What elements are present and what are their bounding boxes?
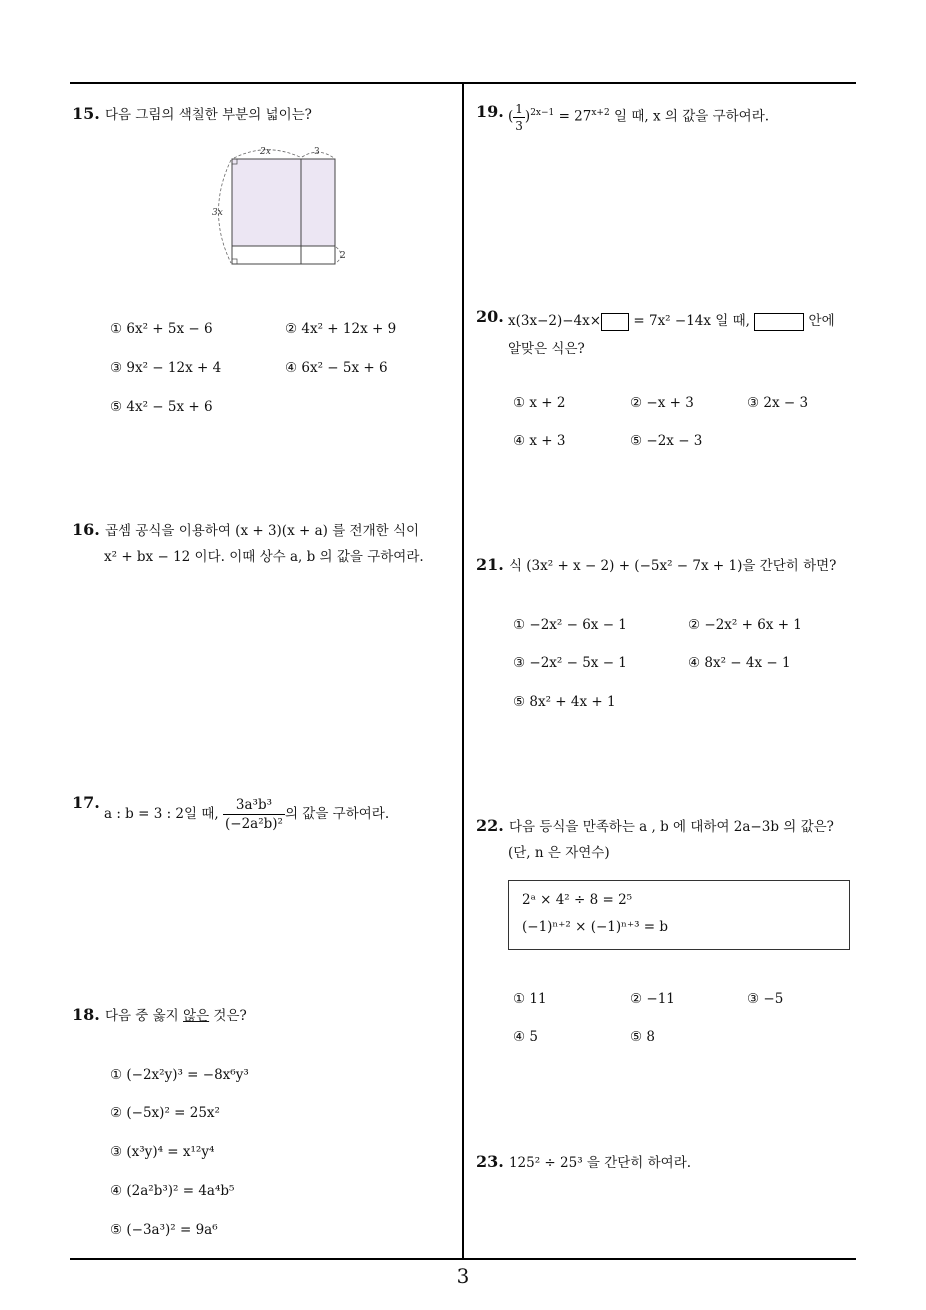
- bottom-rule: [70, 1258, 856, 1260]
- q18-text-underlined: 않은: [183, 1008, 210, 1024]
- q17-post: 의 값을 구하여라.: [284, 806, 390, 822]
- question-number: 22.: [476, 816, 504, 835]
- q19-rest-exp: x+2: [591, 108, 610, 118]
- q19-exponent: 2x−1: [530, 108, 555, 118]
- q19-fraction: $\frac{1}{3}$: [515, 101, 523, 133]
- fig-label-right: 2: [340, 251, 346, 261]
- fig-label-top2: 3: [314, 147, 320, 157]
- question-text-line1: 곱셈 공식을 이용하여 (x + 3)(x + a) 를 전개한 식이: [104, 523, 420, 539]
- q21-option-1[interactable]: ① −2x² − 6x − 1: [513, 617, 627, 633]
- question-text-line1: 다음 등식을 만족하는 a , b 에 대하여 2a−3b 의 값은?: [508, 819, 834, 835]
- q20-blank-box-2: [754, 313, 804, 331]
- q19-rest: = 27: [558, 108, 592, 125]
- question-22: [476, 814, 834, 840]
- q18-option-3[interactable]: ③ (x³y)⁴ = x¹²y⁴: [110, 1144, 215, 1160]
- q20-mid: = 7x² −14x 일 때,: [633, 313, 750, 329]
- q19-text: 일 때, x 의 값을 구하여라.: [614, 108, 770, 125]
- q20-post: 안에: [808, 313, 835, 329]
- page-number: 3: [456, 1264, 470, 1288]
- question-number: 20.: [476, 307, 504, 326]
- question-number: 17.: [72, 793, 100, 812]
- q22-option-3[interactable]: ③ −5: [747, 991, 784, 1007]
- q17-ratio: a : b = 3 : 2일 때,: [104, 806, 219, 822]
- question-16: [72, 518, 419, 544]
- q21-option-2[interactable]: ② −2x² + 6x + 1: [688, 617, 802, 633]
- q20-option-1[interactable]: ① x + 2: [513, 395, 566, 411]
- question-number: 16.: [72, 520, 100, 539]
- q15-option-5[interactable]: ⑤ 4x² − 5x + 6: [110, 399, 213, 415]
- q22-option-5[interactable]: ⑤ 8: [630, 1029, 655, 1045]
- question-number: 19.: [476, 102, 504, 121]
- q15-option-4[interactable]: ④ 6x² − 5x + 6: [285, 360, 388, 376]
- q18-option-2[interactable]: ② (−5x)² = 25x²: [110, 1105, 220, 1121]
- question-17-text: [104, 796, 389, 833]
- fig-label-left: 3x: [212, 208, 223, 218]
- question-21: [476, 553, 836, 579]
- q18-option-5[interactable]: ⑤ (−3a³)² = 9a⁶: [110, 1222, 218, 1238]
- q20-pre: x(3x−2)−4x×: [508, 313, 602, 329]
- fig-label-top: 2x: [260, 147, 271, 157]
- q20-option-5[interactable]: ⑤ −2x − 3: [630, 433, 703, 449]
- q15-option-3[interactable]: ③ 9x² − 12x + 4: [110, 360, 222, 376]
- question-20-line1: [508, 308, 835, 334]
- question-number: 21.: [476, 555, 504, 574]
- q22-condition-box: [508, 880, 850, 950]
- question-19-text: ( $\frac{1}{3}$ )$^{2x-1} = 27^{x+2}$ 일 때, x 의 값을 구하여라.: [508, 101, 770, 133]
- question-number: 15.: [72, 104, 100, 123]
- q18-text-post: 것은?: [209, 1008, 247, 1024]
- question-text-line2: (단, n 은 자연수): [508, 845, 610, 861]
- q18-option-4[interactable]: ④ (2a²b³)² = 4a⁴b⁵: [110, 1183, 235, 1199]
- question-text: 다음 그림의 색칠한 부분의 넓이는?: [104, 107, 312, 123]
- question-text: 식 (3x² + x − 2) + (−5x² − 7x + 1)을 간단히 하면?: [508, 558, 837, 574]
- column-divider: [462, 82, 464, 1259]
- question-15: [72, 102, 312, 128]
- q15-figure: [208, 142, 358, 272]
- question-number: 18.: [72, 1005, 100, 1024]
- q22-option-1[interactable]: ① 11: [513, 991, 547, 1007]
- question-18: [72, 1003, 247, 1029]
- question-text-line2: x² + bx − 12 이다. 이때 상수 a, b 의 값을 구하여라.: [104, 549, 424, 565]
- q20-blank-box: [601, 313, 629, 331]
- q21-option-4[interactable]: ④ 8x² − 4x − 1: [688, 655, 791, 671]
- q15-option-2[interactable]: ② 4x² + 12x + 9: [285, 321, 397, 337]
- q18-text-pre: 다음 중 옳지: [104, 1008, 184, 1024]
- q20-option-4[interactable]: ④ x + 3: [513, 433, 566, 449]
- q18-option-1[interactable]: ① (−2x²y)³ = −8x⁶y³: [110, 1067, 249, 1083]
- q20-option-3[interactable]: ③ 2x − 3: [747, 395, 809, 411]
- q22-option-2[interactable]: ② −11: [630, 991, 675, 1007]
- q22-option-4[interactable]: ④ 5: [513, 1029, 538, 1045]
- question-23: [476, 1150, 691, 1176]
- question-20-line2: 알맞은 식은?: [508, 341, 585, 357]
- q22-condition-1: 2ᵃ × 4² ÷ 8 = 2⁵: [522, 892, 633, 908]
- question-number: 23.: [476, 1152, 504, 1171]
- q21-option-3[interactable]: ③ −2x² − 5x − 1: [513, 655, 627, 671]
- question-text: 125² ÷ 25³ 을 간단히 하여라.: [508, 1155, 692, 1171]
- q20-option-2[interactable]: ② −x + 3: [630, 395, 694, 411]
- q21-option-5[interactable]: ⑤ 8x² + 4x + 1: [513, 694, 616, 710]
- q17-fraction: $\frac{\text{3a³b³}}{\text{(−2a²b)²}}$: [225, 797, 283, 832]
- q22-condition-2: (−1)ⁿ⁺² × (−1)ⁿ⁺³ = b: [522, 919, 669, 935]
- q15-option-1[interactable]: ① 6x² + 5x − 6: [110, 321, 213, 337]
